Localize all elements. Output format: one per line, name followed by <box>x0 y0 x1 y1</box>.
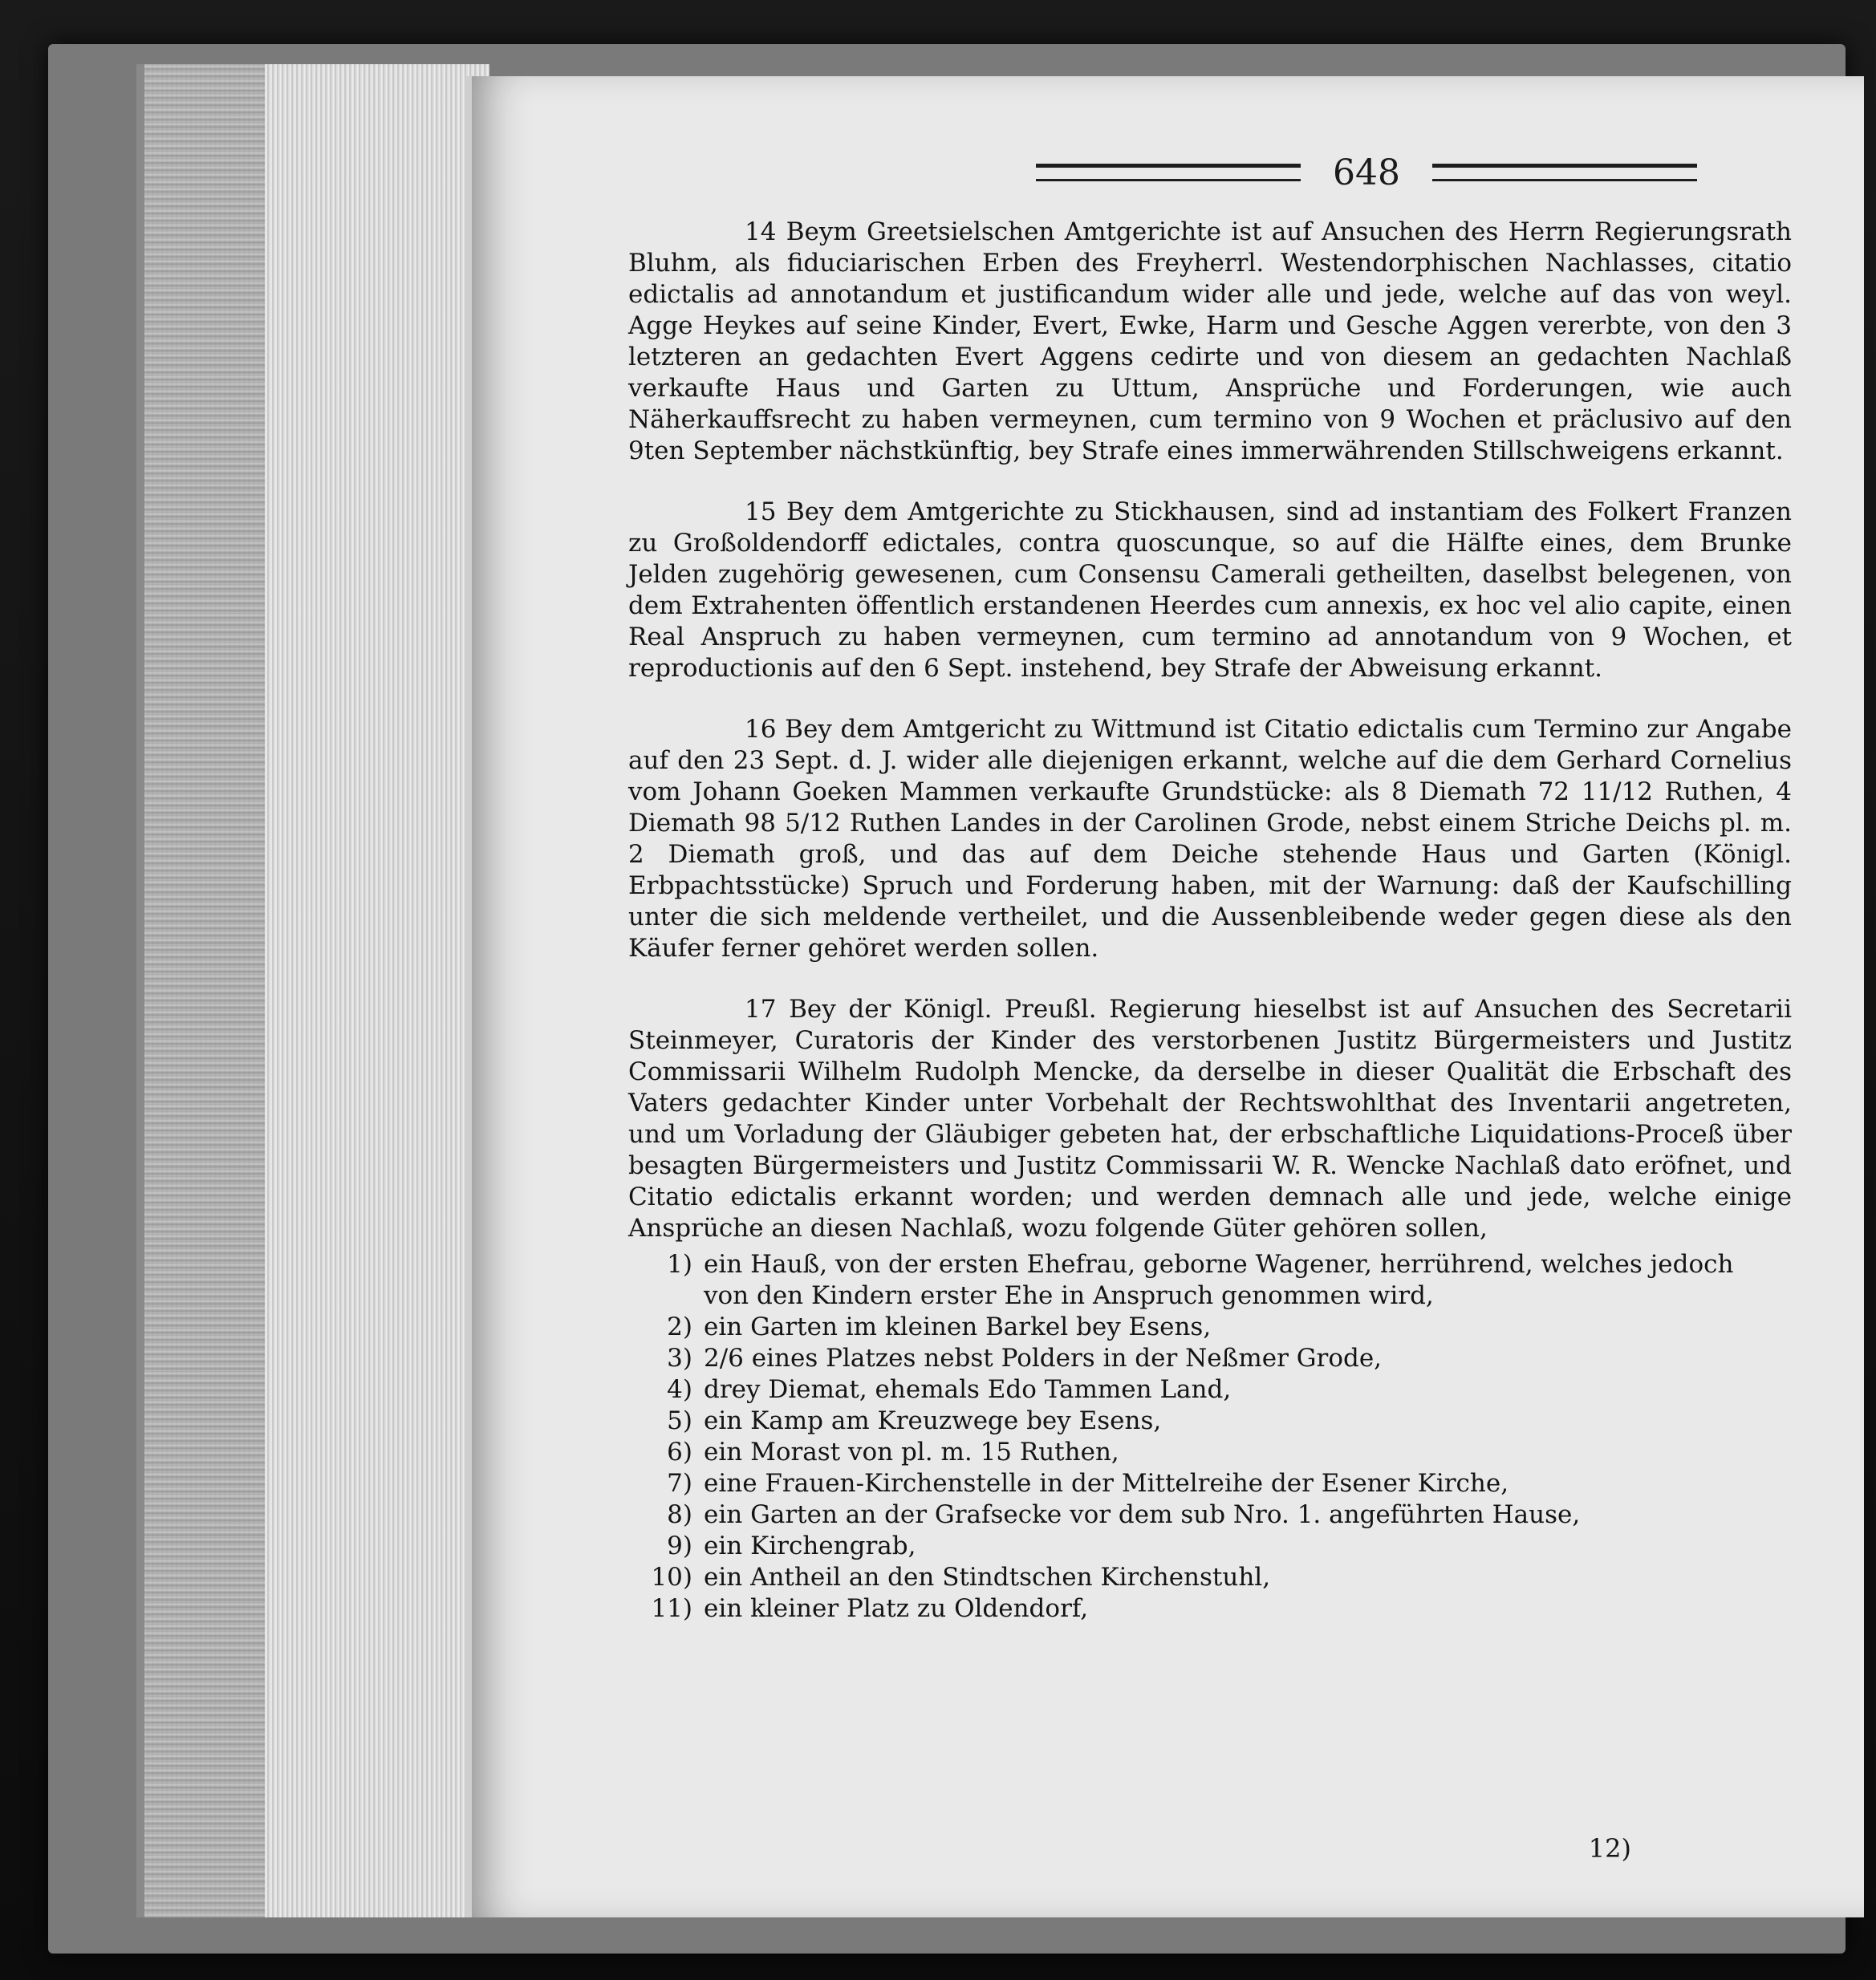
list-text: ein Kamp am Kreuzwege bey Esens, <box>704 1406 1162 1435</box>
list-number: 7) <box>667 1469 692 1498</box>
paragraph-text: 17 Bey der Königl. Preußl. Regierung hieselbst ist auf Ansuchen des Secretarii Steinmeyer, Curatoris der Kinder des verstorbenen Justitz Bürgermeisters und Justitz Commissarii Wilhelm Rudolph Mencke, da derselbe in dieser Qualität die Erbschaft des Vaters gedachter Kinder unter Vorbehalt der Rechtswohlthat des Inventarii angetreten, und um Vorladung der Gläubiger gebeten hat, der erbschaftliche Liquidations-Proceß über besagten Bürgermeisters und Justitz Commissarii W. R. Wencke Nachlaß dato eröfnet, und Citatio edictalis erkannt worden; und werden demnach alle und jede, welche einige Ansprüche an diesen Nachlaß, wozu folgende Güter gehören sollen, <box>628 995 1792 1243</box>
paragraph-text: 16 Bey dem Amtgericht zu Wittmund ist Citatio edictalis cum Termino zur Angabe auf den 23 Sept. d. J. wider alle diejenigen erkannt, welche auf die dem Gerhard Cornelius vom Johann Goeken Mammen verkaufte Grundstücke: als 8 Diemath 72 11/12 Ruthen, 4 Diemath 98 5/12 Ruthen Landes in der Carolinen Grode, nebst einem Striche Deichs pl. m. 2 Diemath groß, und das auf dem Deiche stehende Haus und Garten (Königl. Erbpachtsstücke) Spruch und Forderung haben, mit der Warnung: daß der Kaufschilling unter die sich meldende vertheilet, und die Aussenbleibende weder gegen diese als den Käufer ferner gehöret werden sollen. <box>628 715 1792 963</box>
paragraph-text: 15 Bey dem Amtgerichte zu Stickhausen, sind ad instantiam des Folkert Franzen zu Großoldendorff edictales, contra quoscunque, so auf die Hälfte eines, dem Brunke Jelden zugehörig gewesenen, cum Consensu Camerali getheilten, daselbst belegenen, von dem Extrahenten öffentlich erstandenen Heerdes cum annexis, ex hoc vel alio capite, einen Real Anspruch zu haben vermeynen, cum termino ad annotandum von 9 Wochen, et reproductionis auf den 6 Sept. instehend, bey Strafe der Abweisung erkannt. <box>628 497 1792 683</box>
list-item-continuation <box>628 1280 1792 1312</box>
list-number: 10) <box>651 1563 692 1592</box>
header-rule-right <box>1432 164 1697 181</box>
list-number: 1) <box>667 1250 692 1279</box>
list-number: 8) <box>667 1500 692 1529</box>
list-item <box>628 1562 1792 1593</box>
list-text: eine Frauen-Kirchenstelle in der Mittelreihe der Esener Kirche, <box>704 1469 1509 1498</box>
catchword: 12) <box>1588 1833 1631 1864</box>
page-number: 648 <box>1333 152 1400 193</box>
header-rule-left <box>1036 164 1301 181</box>
list-item <box>628 1468 1792 1499</box>
paragraph-14 <box>628 217 1792 467</box>
paragraph-16 <box>628 714 1792 964</box>
list-text: ein kleiner Platz zu Oldendorf, <box>704 1594 1089 1623</box>
list-text: ein Morast von pl. m. 15 Ruthen, <box>704 1438 1119 1467</box>
page-edges <box>136 64 489 1917</box>
list-item <box>628 1406 1792 1437</box>
list-text: ein Garten im kleinen Barkel bey Esens, <box>704 1313 1212 1341</box>
list-text: ein Hauß, von der ersten Ehefrau, geborne Wagener, herrührend, welches jedoch <box>704 1250 1734 1279</box>
list-number: 2) <box>667 1313 692 1341</box>
list-number: 11) <box>651 1594 692 1623</box>
page-header <box>921 148 1812 197</box>
paragraph-17 <box>628 994 1792 1244</box>
list-number: 4) <box>667 1375 692 1404</box>
estate-list <box>628 1249 1792 1625</box>
list-text: ein Garten an der Grafsecke vor dem sub Nro. 1. angeführten Hause, <box>704 1500 1581 1529</box>
list-number: 5) <box>667 1406 692 1435</box>
list-item <box>628 1374 1792 1406</box>
list-text: ein Antheil an den Stindtschen Kirchenstuhl, <box>704 1563 1271 1592</box>
list-item <box>628 1343 1792 1374</box>
list-item <box>628 1593 1792 1625</box>
list-item <box>628 1531 1792 1562</box>
list-item <box>628 1312 1792 1343</box>
list-item <box>628 1249 1792 1280</box>
list-text: von den Kindern erster Ehe in Anspruch genommen wird, <box>704 1281 1434 1310</box>
list-item <box>628 1437 1792 1468</box>
page-body <box>628 217 1792 1625</box>
paragraph-15 <box>628 497 1792 684</box>
list-text: ein Kirchengrab, <box>704 1532 916 1560</box>
page-edges-shadow <box>144 64 265 1917</box>
list-number: 3) <box>667 1344 692 1373</box>
list-item <box>628 1499 1792 1531</box>
list-number: 6) <box>667 1438 692 1467</box>
list-text: drey Diemat, ehemals Edo Tammen Land, <box>704 1375 1232 1404</box>
list-number: 9) <box>667 1532 692 1560</box>
list-text: 2/6 eines Platzes nebst Polders in der Neßmer Grode, <box>704 1344 1383 1373</box>
paragraph-text: 14 Beym Greetsielschen Amtgerichte ist auf Ansuchen des Herrn Regierungsrath Bluhm, als fiduciarischen Erben des Freyherrl. Westendorphischen Nachlasses, citatio edictalis ad annotandum et justificandum wider alle und jede, welche auf das von weyl. Agge Heykes auf seine Kinder, Evert, Ewke, Harm und Gesche Aggen vererbte, von den 3 letzteren an gedachten Evert Aggens cedirte und von diesem an gedachten Nachlaß verkaufte Haus und Garten zu Uttum, Ansprüche und Forderungen, wie auch Näherkauffsrecht zu haben vermeynen, cum termino von 9 Wochen et präclusivo auf den 9ten September nächstkünftig, bey Strafe eines immerwährenden Stillschweigens erkannt. <box>628 217 1792 465</box>
book-page <box>465 76 1864 1917</box>
